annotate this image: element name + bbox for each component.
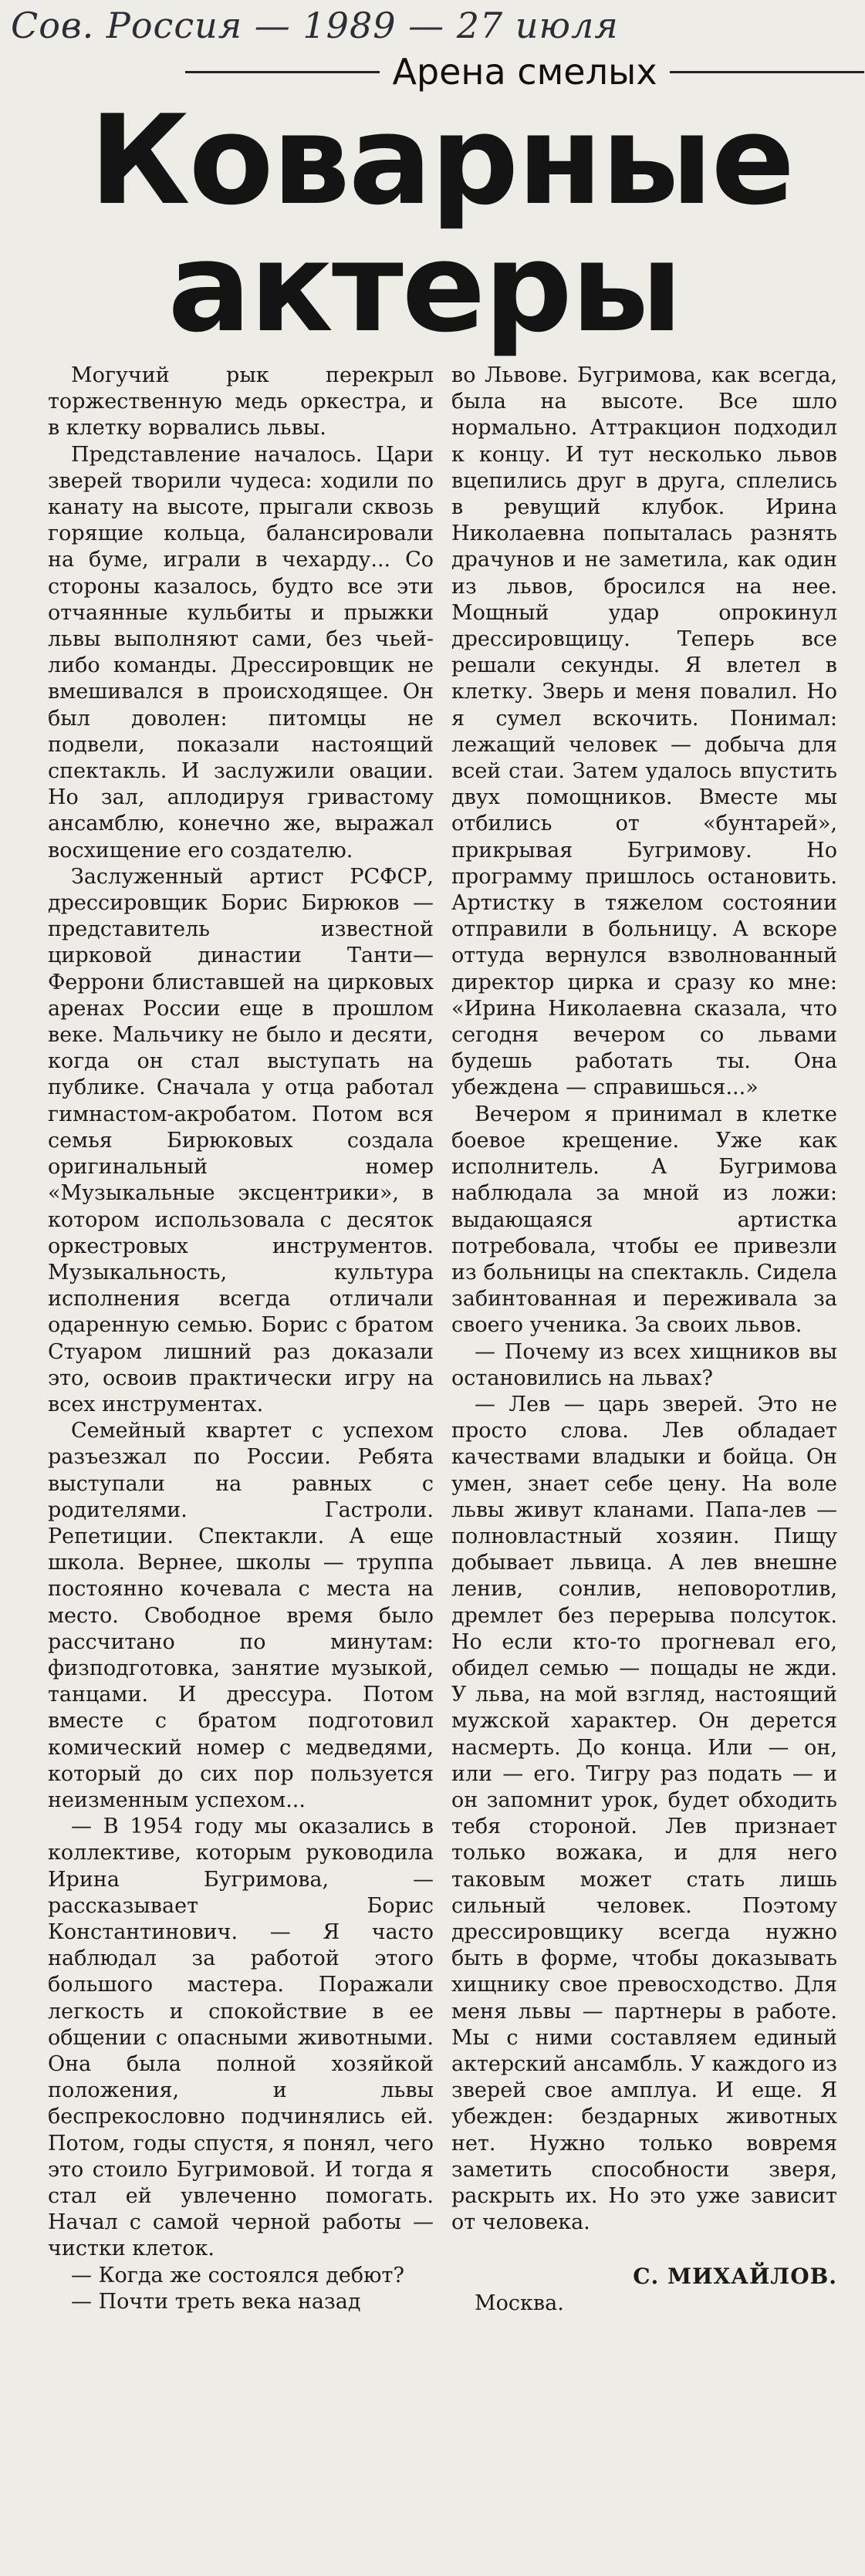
headline-line-2: актеры bbox=[167, 215, 681, 360]
headline bbox=[0, 88, 865, 360]
paragraph: — В 1954 году мы оказались в коллективе, которым руководила Ирина Бугримова, — рассказывает Борис Константинович. — Я часто наблюдал за работой этого большого мастера. Поражали легкость и спокойствие в ее общении с опасными животными. Она была полной хозяйкой положения, и львы беспрекословно подчинялись ей. Потом, годы спустя, я понял, чего это стоило Бугримовой. И тогда я стал ей увлеченно помогать. Начал с самой черной работы — чистки клеток. bbox=[48, 1815, 434, 2261]
article-column-right bbox=[451, 363, 837, 2569]
rubric-rule-left bbox=[185, 71, 380, 73]
headline-line-1: Коварные bbox=[89, 88, 794, 232]
paragraph: Представление началось. Цари зверей творили чудеса: ходили по канату на высоте, прыгали сквозь горящие кольца, балансировали на буме, играли в чехарду... Со стороны казалось, будто все эти отчаянные кульбиты и прыжки львы выполняют сами, без чьей-либо команды. Дрессировщик не вмешивался в происходящее. Он был доволен: питомцы не подвели, показали настоящий спектакль. И заслужили овации. Но зал, аплодируя гривастому ансамблю, конечно же, выражал восхищение его создателю. bbox=[48, 442, 434, 863]
rubric-title: Арена смелых bbox=[392, 51, 657, 93]
paragraph: — Почему из всех хищников вы остановились на львах? bbox=[451, 1339, 837, 1390]
article-column-left bbox=[48, 363, 434, 2569]
paragraph: — Лев — царь зверей. Это не просто слова. Лев обладает качествами владыки и бойца. Он умен, знает себе цену. На воле львы живут кланами. Папа-лев — полновластный хозяин. Пищу добывает львица. А лев внешне ленив, сонлив, неповоротлив, дремлет без перерыва полсуток. Но если кто-то прогневал его, обидел семью — пощады не жди. У льва, на мой взгляд, настоящий мужской характер. Он дерется насмерть. До конца. Или — он, или — его. Тигру раз подать — и он запомнит урок, будет обходить тебя стороной. Лев признает только вожака, и для него таковым может стать лишь сильный человек. Поэтому дрессировщику всегда нужно быть в форме, чтобы доказывать хищнику свое превосходство. Для меня львы — партнеры в работе. Мы с ними составляем единый актерский ансамбль. У каждого из зверей свое амплуа. И еще. Я убежден: бездарных животных нет. Нужно только вовремя заметить способности зверя, раскрыть их. Но это уже зависит от человека. bbox=[451, 1392, 837, 2235]
paragraph: во Львове. Бугримова, как всегда, была на высоте. Все шло нормально. Аттракцион подходил к концу. И тут несколько львов вцепились друг в друга, сплелись в ревущий клубок. Ирина Николаевна попыталась разнять драчунов и не заметила, как один из львов, бросился на нее. Мощный удар опрокинул дрессировщицу. Теперь все решали секунды. Я влетел в клетку. Зверь и меня повалил. Но я сумел вскочить. Понимал: лежащий человек — добыча для всей стаи. Затем удалось впустить двух помощников. Вместе мы отбились от «бунтарей», прикрывая Бугримову. Но программу пришлось остановить. Артистку в тяжелом состоянии отправили в больницу. А вскоре оттуда вернулся взволнованный директор цирка и сразу ко мне: «Ирина Николаевна сказала, что сегодня вечером со львами будешь работать ты. Она убеждена — справишься...» bbox=[451, 363, 837, 1100]
paragraph: Семейный квартет с успехом разъезжал по России. Ребята выступали на равных с родителями. Гастроли. Репетиции. Спектакли. А еще школа. Вернее, школы — труппа постоянно кочевала с места на место. Свободное время было рассчитано по минутам: физподготовка, занятие музыкой, танцами. И дрессура. Потом вместе с братом подготовил комический номер с медведями, который до сих пор пользуется неизменным успехом... bbox=[48, 1419, 434, 1812]
paragraph: Заслуженный артист РСФСР, дрессировщик Борис Бирюков — представитель известной цирковой династии Танти—Феррони блиставшей на цирковых аренах России еще в прошлом веке. Мальчику не было и десяти, когда он стал выступать на публике. Сначала у отца работал гимнастом-акробатом. Потом вся семья Бирюковых создала оригинальный номер «Музыкальные эксцентрики», в котором использовала с десяток оркестровых инструментов. Музыкальность, культура исполнения всегда отличали одаренную семью. Борис с братом Стуаром лишний раз доказали это, освоив практически игру на всех инструментах. bbox=[48, 864, 434, 1416]
paragraph: Могучий рык перекрыл торжественную медь оркестра, и в клетку ворвались львы. bbox=[48, 363, 434, 441]
rubric-rule-right bbox=[670, 71, 864, 73]
handwritten-annotation: Сов. Россия — 1989 — 27 июля bbox=[11, 5, 619, 46]
dateline-city: Москва. bbox=[475, 2291, 564, 2315]
paragraph: Вечером я принимал в клетке боевое крещение. Уже как исполнитель. А Бугримова наблюдала за мной из ложи: выдающаяся артистка потребовала, чтобы ее привезли из больницы на спектакль. Сидела забинтованная и переживала за своего ученика. За своих львов. bbox=[451, 1102, 837, 1338]
paragraph: — Когда же состоялся дебют? bbox=[71, 2263, 404, 2287]
paragraph: — Почти треть века назад bbox=[71, 2289, 361, 2314]
author-signature: С. МИХАЙЛОВ. bbox=[633, 2264, 837, 2290]
